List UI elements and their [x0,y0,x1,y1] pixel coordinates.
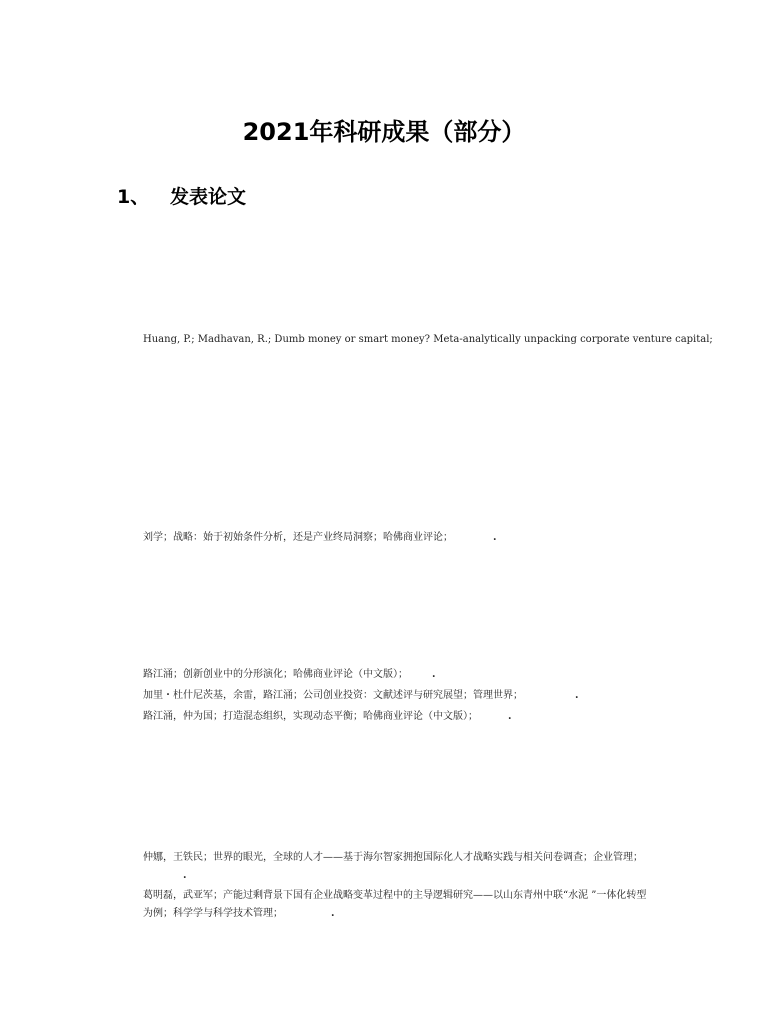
section-heading [117,184,246,210]
entry-end-dot: . [575,690,579,701]
publication-entry [143,709,511,725]
entry-end-dot: . [508,711,512,722]
entry-text: Huang, P.; Madhavan, R.; Dumb money or smart money? Meta-analytically unpacking corporate venture capital; [143,334,713,345]
publication-entry [143,332,713,348]
entry-end-dot: . [493,532,497,543]
entry-text: 加里・杜什尼茨基，余雷，路江涌；公司创业投资：文献述评与研究展望；管理世界； [143,690,523,701]
entry-text: 路江涌，仲为国；打造混态组织，实现动态平衡；哈佛商业评论（中文版）； [143,711,478,722]
entry-text: 葛明磊，武亚军；产能过剩背景下国有企业战略变革过程中的主导逻辑研究——以山东青州中联“水泥 ”一体化转型为例；科学学与科学技术管理； [143,890,647,919]
publication-entry [143,667,435,683]
publication-entry [143,849,648,885]
section-number: 1、 [117,186,150,208]
page-title: 2021年科研成果（部分） [242,118,526,146]
publication-entry [143,688,578,704]
entry-text: 仲娜，王铁民；世界的眼光，全球的人才——基于海尔智家拥抱国际化人才战略实践与相关问卷调查；企业管理； [143,852,643,863]
entry-end-dot: . [432,669,436,680]
entry-text: 路江涌；创新创业中的分形演化；哈佛商业评论（中文版）； [143,669,408,680]
entry-text: 刘学；战略：始于初始条件分析，还是产业终局洞察；哈佛商业评论； [143,532,453,543]
entry-end-dot: . [331,908,335,919]
publication-entry [143,887,648,923]
section-label: 发表论文 [170,186,247,208]
publication-entry [143,530,496,546]
entry-end-dot: . [183,870,187,881]
